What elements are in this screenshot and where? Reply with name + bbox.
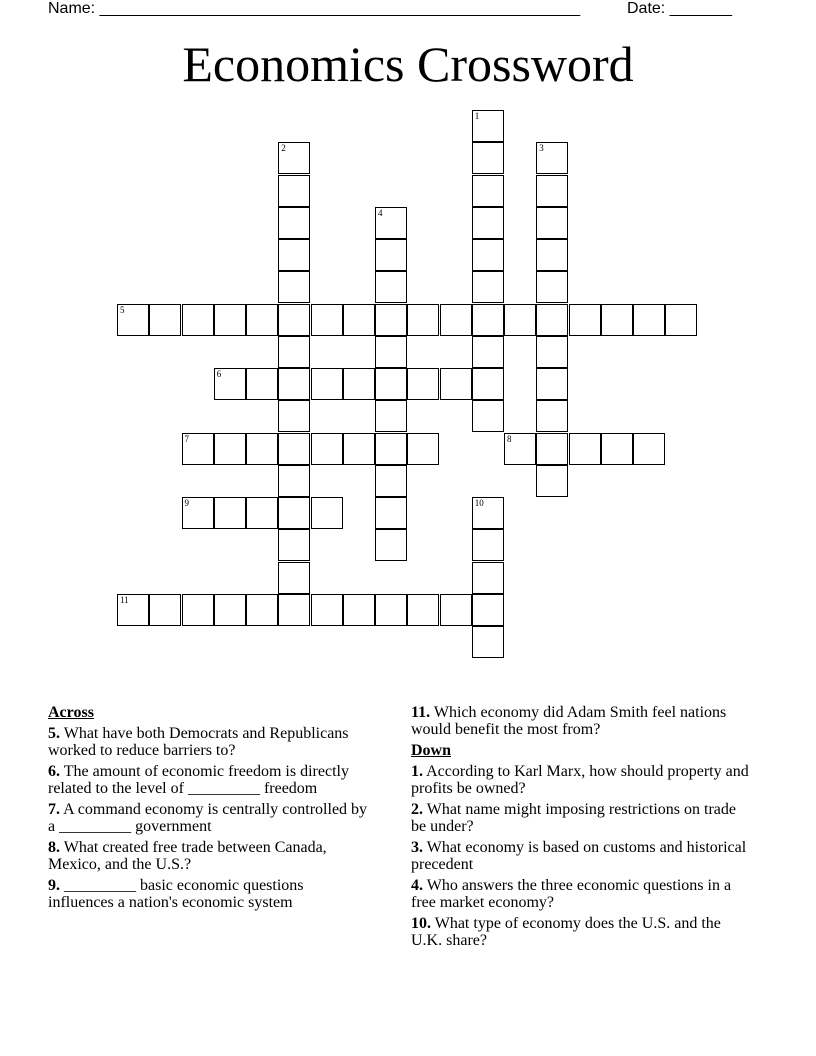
grid-cell[interactable] [214,594,246,626]
grid-cell[interactable] [536,336,568,368]
grid-cell[interactable] [246,497,278,529]
grid-cell[interactable] [182,497,214,529]
grid-cell[interactable] [375,207,407,239]
clue-number: 4 [378,207,383,218]
grid-cell[interactable] [375,336,407,368]
grid-cell[interactable] [536,400,568,432]
grid-cell[interactable] [407,304,439,336]
grid-cell[interactable] [536,304,568,336]
grid-cell[interactable] [569,433,601,465]
grid-cell[interactable] [246,368,278,400]
grid-cell[interactable] [536,142,568,174]
grid-cell[interactable] [472,304,504,336]
grid-cell[interactable] [536,239,568,271]
grid-cell[interactable] [407,368,439,400]
grid-cell[interactable] [311,594,343,626]
grid-cell[interactable] [504,433,536,465]
grid-cell[interactable] [536,175,568,207]
clue-across-5: 5. What have both Democrats and Republicans worked to reduce barriers to? [48,725,349,759]
clue-across-9: 9. _________ basic economic questions influences a nation's economic system [48,877,304,911]
grid-cell[interactable] [472,497,504,529]
grid-cell[interactable] [117,594,149,626]
grid-cell[interactable] [375,304,407,336]
grid-cell[interactable] [214,433,246,465]
grid-cell[interactable] [375,271,407,303]
grid-cell[interactable] [375,465,407,497]
grid-cell[interactable] [601,304,633,336]
clue-number: 5 [120,304,125,315]
clue-number: 8 [507,433,512,444]
grid-cell[interactable] [278,239,310,271]
grid-cell[interactable] [182,433,214,465]
grid-cell[interactable] [246,594,278,626]
grid-cell[interactable] [472,529,504,561]
grid-cell[interactable] [536,368,568,400]
grid-cell[interactable] [375,497,407,529]
grid-cell[interactable] [278,562,310,594]
grid-cell[interactable] [601,433,633,465]
grid-cell[interactable] [440,368,472,400]
grid-cell[interactable] [633,433,665,465]
grid-cell[interactable] [472,271,504,303]
name-line[interactable]: Name: ______________________________________________________ [48,0,581,17]
grid-cell[interactable] [246,433,278,465]
grid-cell[interactable] [375,400,407,432]
clue-down-4: 4. Who answers the three economic questions in a free market economy? [411,877,732,911]
across-heading: Across [48,704,94,721]
grid-cell[interactable] [472,594,504,626]
grid-cell[interactable] [246,304,278,336]
grid-cell[interactable] [278,433,310,465]
grid-cell[interactable] [117,304,149,336]
clues-left-column [48,704,368,915]
clue-number: 9 [184,498,189,508]
grid-cell[interactable] [278,304,310,336]
grid-cell[interactable] [149,304,181,336]
grid-cell[interactable] [472,239,504,271]
clues-right-column [411,704,751,953]
grid-cell[interactable] [311,497,343,529]
clue-across-11: 11. Which economy did Adam Smith feel nations would benefit the most from? [411,704,727,738]
clue-down-3: 3. What economy is based on customs and historical precedent [411,839,747,873]
grid-cell[interactable] [311,433,343,465]
grid-cell[interactable] [278,497,310,529]
clue-down-2: 2. What name might imposing restrictions on trade be under? [411,801,736,835]
grid-cell[interactable] [278,529,310,561]
grid-cell[interactable] [278,336,310,368]
grid-cell[interactable] [472,142,504,174]
clue-number: 2 [281,143,286,154]
grid-cell[interactable] [278,207,310,239]
grid-cell[interactable] [665,304,697,336]
grid-cell[interactable] [182,304,214,336]
grid-cell[interactable] [343,433,375,465]
grid-cell[interactable] [311,368,343,400]
grid-cell[interactable] [472,207,504,239]
grid-cell[interactable] [569,304,601,336]
grid-cell[interactable] [214,304,246,336]
grid-cell[interactable] [182,594,214,626]
grid-cell[interactable] [375,368,407,400]
clue-number: 1 [474,111,480,121]
grid-cell[interactable] [375,529,407,561]
grid-cell[interactable] [343,304,375,336]
clue-number: 3 [539,143,544,154]
grid-cell[interactable] [278,465,310,497]
clue-across-7: 7. A command economy is centrally controlled by a _________ government [48,801,368,835]
clue-down-1: 1. According to Karl Marx, how should property and profits be owned? [411,763,749,797]
clue-down-10: 10. What type of economy does the U.S. and the U.K. share? [411,915,721,949]
grid-cell[interactable] [214,368,246,400]
grid-cell[interactable] [343,368,375,400]
grid-cell[interactable] [472,562,504,594]
grid-cell[interactable] [149,594,181,626]
clue-number: 7 [184,433,189,444]
down-heading: Down [411,742,452,759]
clue-across-8: 8. What created free trade between Canada, Mexico, and the U.S.? [48,839,327,873]
grid-cell[interactable] [278,175,310,207]
clue-number: 10 [474,498,484,508]
grid-cell[interactable] [278,594,310,626]
grid-cell[interactable] [536,465,568,497]
grid-cell[interactable] [633,304,665,336]
grid-cell[interactable] [440,594,472,626]
grid-cell[interactable] [472,110,504,142]
grid-cell[interactable] [536,433,568,465]
grid-cell[interactable] [440,304,472,336]
grid-cell[interactable] [214,497,246,529]
grid-cell[interactable] [472,400,504,432]
clue-number: 6 [216,369,222,379]
clue-across-6: 6. The amount of economic freedom is directly related to the level of _________ freedom [48,763,349,797]
grid-cell[interactable] [278,368,310,400]
clue-number: 11 [120,594,129,605]
grid-cell[interactable] [278,142,310,174]
grid-cell[interactable] [472,336,504,368]
grid-cell[interactable] [278,271,310,303]
grid-cell[interactable] [472,626,504,658]
grid-cell[interactable] [375,239,407,271]
grid-cell[interactable] [278,400,310,432]
grid-cell[interactable] [407,594,439,626]
date-line[interactable]: Date: _______ [627,0,732,17]
grid-cell[interactable] [407,433,439,465]
grid-cell[interactable] [504,304,536,336]
grid-cell[interactable] [375,433,407,465]
grid-cell[interactable] [536,271,568,303]
grid-cell[interactable] [536,207,568,239]
grid-cell[interactable] [375,594,407,626]
page-title: Economics Crossword [182,36,634,92]
grid-cell[interactable] [472,175,504,207]
grid-cell[interactable] [472,368,504,400]
grid-cell[interactable] [343,594,375,626]
grid-cell[interactable] [311,304,343,336]
